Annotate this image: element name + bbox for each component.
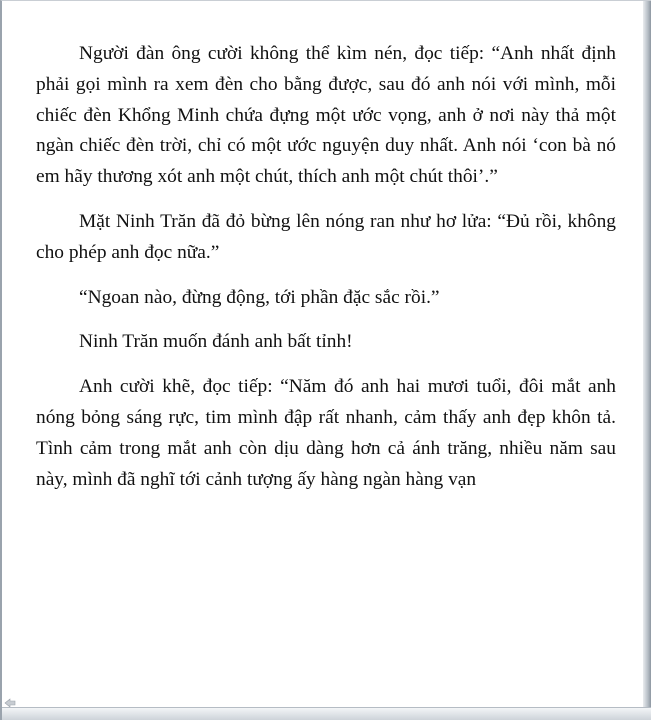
paragraph-5: Anh cười khẽ, đọc tiếp: “Năm đó anh hai mươi tuổi, đôi mắt anh nóng bỏng sáng rực, tim mình đập rất nhanh, cảm thấy anh đẹp khôn tả. Tình cảm trong mắt anh còn dịu dàng hơn cả ánh trăng, nhiều năm sau này, mình đã nghĩ tới cảnh tượng ấy hàng ngàn hàng vạn — [36, 376, 616, 490]
document-page — [36, 39, 616, 509]
paragraph-2: Mặt Ninh Trăn đã đỏ bừng lên nóng ran như hơ lửa: “Đủ rồi, không cho phép anh đọc nữa.” — [36, 210, 616, 263]
window-right-edge — [643, 1, 651, 720]
paragraph-1: Người đàn ông cười không thể kìm nén, đọc tiếp: “Anh nhất định phải gọi mình ra xem đèn cho bằng được, sau đó anh nói với mình, mỗi chiếc đèn Khổng Minh chứa đựng một ước vọng, anh ở nơi này thả một ngàn chiếc đèn trời, chỉ có một ước nguyện duy nhất. Anh nói ‘con bà nó em hãy thương xót anh một chút, thích anh một chút thôi’.” — [36, 43, 616, 188]
paragraph-4: Ninh Trăn muốn đánh anh bất tỉnh! — [79, 331, 353, 353]
paragraph-3: “Ngoan nào, đừng động, tới phần đặc sắc rồi.” — [79, 286, 440, 308]
window-bottom-edge — [2, 707, 651, 720]
